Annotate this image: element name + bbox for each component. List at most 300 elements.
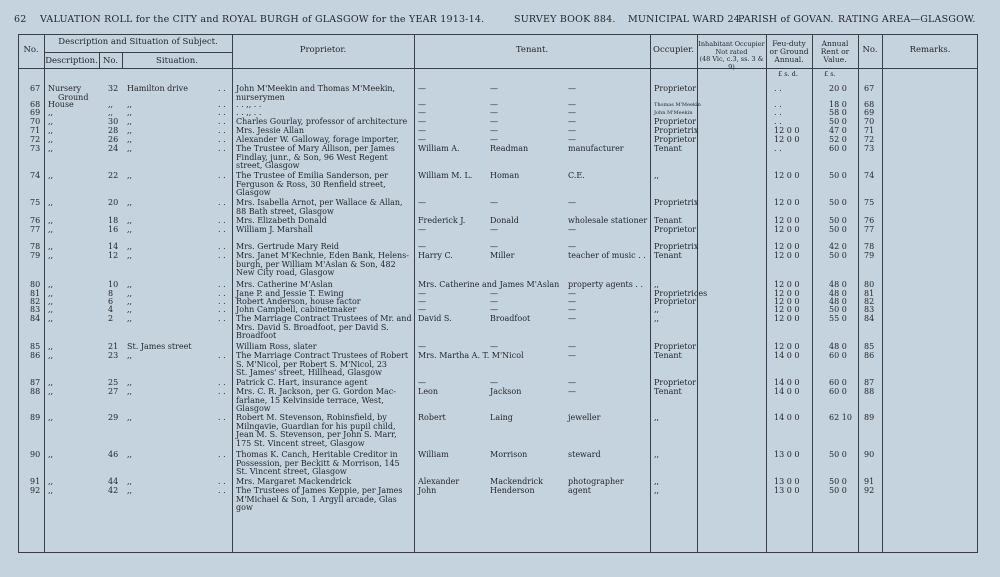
row-feu-duty: 12 0 0 [774, 135, 800, 144]
row-annual-rent: 48 0 [829, 280, 847, 289]
roll-title: VALUATION ROLL for the CITY and ROYAL BURGH of GLASGOW for the YEAR 1913-14. [40, 14, 485, 25]
row-description: Nursery [48, 84, 82, 93]
row-situation: ,, [127, 216, 133, 225]
row-occupier: Proprietor [654, 342, 697, 351]
row-feu-duty: 12 0 0 [774, 242, 800, 251]
municipal-ward: MUNICIPAL WARD 24. [628, 14, 744, 25]
row-occupier: Proprietrices [654, 289, 708, 298]
row-annual-rent: 50 0 [829, 450, 847, 459]
row-tenant-surname: — [490, 135, 498, 144]
row-tenant-surname: Homan [490, 171, 520, 180]
row-proprietor: Mrs. C. R. Jackson, per G. Gordon Mac- [236, 387, 396, 396]
row-dots: . . [218, 171, 226, 180]
row-proprietor: The Trustee of Mary Allison, per James [236, 144, 395, 153]
row-feu-duty: 14 0 0 [774, 413, 800, 422]
row-number: 22 [108, 171, 119, 180]
row-description: ,, [48, 126, 54, 135]
page-header [14, 14, 994, 30]
row-number: 21 [108, 342, 119, 351]
row-number: 26 [108, 135, 119, 144]
row-dots: . . [218, 305, 226, 314]
row-proprietor-continued: Glasgow [236, 188, 271, 198]
row-no: 85 [30, 342, 41, 351]
row-no-right: 73 [864, 144, 875, 153]
row-no: 75 [30, 198, 41, 207]
row-tenant-occupation: — [568, 84, 576, 93]
row-annual-rent: 47 0 [829, 126, 847, 135]
row-proprietor: Thomas K. Canch, Heritable Creditor in [236, 450, 398, 459]
row-annual-rent: 60 0 [829, 144, 847, 153]
row-no: 67 [30, 84, 41, 93]
col-divider [414, 34, 415, 553]
row-tenant-occupation: wholesale stationer [568, 216, 648, 225]
row-number: 44 [108, 477, 119, 486]
row-proprietor: John Campbell, cabinetmaker [236, 305, 357, 314]
row-tenant-occupation: property agents . . [568, 280, 643, 289]
row-tenant-occupation: — [568, 289, 576, 298]
row-dots: . . [218, 486, 226, 495]
row-occupier: Thomas M'Meekin [654, 102, 701, 108]
row-occupier: ,, [654, 305, 660, 314]
row-feu-duty: 12 0 0 [774, 198, 800, 207]
row-proprietor-continued: Possession, per Beckitt & Morrison, 145 [236, 458, 400, 468]
row-number: 16 [108, 225, 119, 234]
row-tenant-first: William A. [418, 144, 460, 153]
row-no-right: 87 [864, 378, 875, 387]
row-tenant-surname: — [490, 289, 498, 298]
row-occupier: Tenant [654, 251, 682, 260]
row-annual-rent: 62 10 [829, 413, 852, 422]
row-proprietor-continued: New City road, Glasgow [236, 268, 335, 278]
row-tenant-surname: Henderson [490, 486, 535, 495]
row-tenant-first: William M. L. [418, 171, 473, 180]
row-proprietor-continued: street, Glasgow [236, 161, 300, 171]
survey-book: SURVEY BOOK 884. [514, 14, 616, 25]
row-dots: . . [218, 108, 226, 117]
col-header-feu-duty [766, 40, 812, 64]
row-dots: . . [218, 413, 226, 422]
row-no-right: 86 [864, 351, 875, 360]
row-proprietor: Mrs. Margaret Mackendrick [236, 477, 352, 486]
row-proprietor-continued: Glasgow [236, 404, 271, 414]
row-no: 80 [30, 280, 41, 289]
row-tenant-occupation: — [568, 342, 576, 351]
row-tenant-first: — [418, 289, 426, 298]
col-divider [44, 34, 45, 553]
row-tenant-surname: — [490, 108, 498, 117]
row-no-right: 67 [864, 84, 875, 93]
row-feu-duty: 12 0 0 [774, 225, 800, 234]
row-number: 25 [108, 378, 119, 387]
row-description: ,, [48, 171, 54, 180]
header-rule [44, 52, 232, 53]
row-situation: Hamilton drive [127, 84, 188, 93]
row-tenant-occupation: — [568, 126, 576, 135]
row-situation: ,, [127, 225, 133, 234]
row-occupier: Tenant [654, 351, 682, 360]
row-no-right: 77 [864, 225, 875, 234]
row-tenant-occupation: — [568, 351, 576, 360]
row-tenant-surname: Readman [490, 144, 529, 153]
row-occupier: Proprietor [654, 378, 697, 387]
row-no: 68 [30, 100, 41, 109]
row-situation: ,, [127, 387, 133, 396]
row-proprietor: . . ,, . . [236, 108, 262, 117]
row-tenant-occupation: — [568, 225, 576, 234]
row-dots: . . [218, 135, 226, 144]
row-proprietor: The Marriage Contract Trustees of Robert [236, 351, 409, 360]
row-annual-rent: 60 0 [829, 378, 847, 387]
row-proprietor: Alexander W. Galloway, forage importer, [236, 135, 400, 144]
row-no: 74 [30, 171, 41, 180]
row-proprietor: Mrs. Elizabeth Donald [236, 216, 327, 225]
row-description: ,, [48, 477, 54, 486]
row-occupier: John M'Meekin [654, 110, 693, 116]
row-tenant-occupation: — [568, 305, 576, 314]
row-annual-rent: 50 0 [829, 486, 847, 495]
row-annual-rent: 52 0 [829, 135, 847, 144]
row-proprietor: Robert M. Stevenson, Robinsfield, by [236, 413, 387, 422]
row-no-right: 68 [864, 100, 875, 109]
row-no: 73 [30, 144, 41, 153]
row-tenant-surname: — [490, 126, 498, 135]
row-tenant-first: David S. [418, 314, 452, 323]
row-feu-duty: 13 0 0 [774, 486, 800, 495]
row-tenant-occupation: — [568, 108, 576, 117]
row-no-right: 81 [864, 289, 875, 298]
row-feu-duty: 14 0 0 [774, 387, 800, 396]
row-situation: ,, [127, 100, 133, 109]
row-proprietor: Robert Anderson, house factor [236, 297, 361, 306]
row-tenant-surname: — [490, 84, 498, 93]
row-proprietor: John M'Meekin and Thomas M'Meekin, [236, 84, 396, 93]
row-no: 69 [30, 108, 41, 117]
row-situation: ,, [127, 135, 133, 144]
row-tenant-occupation: C.E. [568, 171, 585, 180]
row-number: 18 [108, 216, 119, 225]
row-dots: . . [218, 280, 226, 289]
col-header-proprietor: Proprietor. [299, 45, 347, 55]
row-feu-duty: 13 0 0 [774, 450, 800, 459]
row-no-right: 79 [864, 251, 875, 260]
row-occupier: Proprietor [654, 225, 697, 234]
col-header-tenant: Tenant. [515, 45, 549, 55]
row-situation: St. James street [127, 342, 192, 351]
row-number: 23 [108, 351, 119, 360]
row-tenant-first: William [418, 450, 449, 459]
row-number: 14 [108, 242, 119, 251]
row-dots: . . [218, 289, 226, 298]
row-tenant-surname: — [490, 342, 498, 351]
row-dots: . . [218, 225, 226, 234]
row-occupier: Tenant [654, 216, 682, 225]
row-number: ,, [108, 100, 114, 109]
row-proprietor: The Trustee of Emilia Sanderson, per [236, 171, 389, 180]
row-tenant-first: Alexander [418, 477, 460, 486]
row-proprietor-continued: gow [236, 503, 253, 513]
row-annual-rent: 60 0 [829, 351, 847, 360]
row-proprietor-continued: Milngavie, Guardian for his pupil child, [236, 421, 396, 431]
row-situation: ,, [127, 144, 133, 153]
row-dots: . . [218, 126, 226, 135]
row-proprietor: Mrs. Catherine M'Aslan [236, 280, 333, 289]
row-description: ,, [48, 225, 54, 234]
row-dots: . . [218, 297, 226, 306]
row-feu-duty: 13 0 0 [774, 477, 800, 486]
row-number: ,, [108, 108, 114, 117]
row-feu-duty: 12 0 0 [774, 171, 800, 180]
row-situation: ,, [127, 297, 133, 306]
row-tenant-surname: — [490, 242, 498, 251]
row-no: 78 [30, 242, 41, 251]
row-tenant-occupation: agent [568, 486, 591, 495]
row-no-right: 91 [864, 477, 875, 486]
row-no: 79 [30, 251, 41, 260]
row-proprietor: William J. Marshall [236, 225, 313, 234]
row-tenant-occupation: teacher of music . . [568, 251, 646, 260]
row-no: 71 [30, 126, 41, 135]
row-feu-duty: 14 0 0 [774, 378, 800, 387]
row-tenant-occupation: photographer [568, 477, 624, 486]
row-tenant-surname: — [490, 117, 498, 126]
row-annual-rent: 50 0 [829, 216, 847, 225]
row-tenant-occupation: — [568, 297, 576, 306]
row-proprietor: Mrs. Janet M'Kechnie, Eden Bank, Helens- [236, 251, 409, 260]
row-tenant-occupation: — [568, 314, 576, 323]
row-number: 28 [108, 126, 119, 135]
col-divider [650, 34, 651, 553]
row-occupier: Tenant [654, 144, 682, 153]
row-feu-duty: 12 0 0 [774, 216, 800, 225]
row-number: 2 [108, 314, 114, 323]
inhabitant-line-1: Inhabitant Occupier [698, 40, 765, 48]
row-feu-duty: 12 0 0 [774, 305, 800, 314]
row-feu-duty: . . [774, 108, 782, 117]
row-annual-rent: 50 0 [829, 251, 847, 260]
rating-area: RATING AREA—GLASGOW. [838, 14, 976, 25]
col-header-no3: No. [862, 45, 878, 55]
row-number: 29 [108, 413, 119, 422]
row-tenant-surname: Broadfoot [490, 314, 531, 323]
row-proprietor-continued: farlane, 15 Kelvinside terrace, West, [236, 395, 384, 405]
row-tenant-first: — [418, 297, 426, 306]
row-situation: ,, [127, 305, 133, 314]
row-no-right: 69 [864, 108, 875, 117]
row-occupier: Tenant [654, 387, 682, 396]
row-description: ,, [48, 314, 54, 323]
row-tenant-first: — [418, 126, 426, 135]
row-tenant-first: — [418, 135, 426, 144]
row-no-right: 71 [864, 126, 875, 135]
col-header-description: Description. [45, 56, 98, 66]
row-tenant-surname: — [490, 305, 498, 314]
row-proprietor: Jane P. and Jessie T. Ewing [236, 289, 344, 298]
row-occupier: Proprietrix [654, 126, 699, 135]
row-tenant-first: Leon [418, 387, 439, 396]
row-proprietor: Mrs. Jessie Allan [236, 126, 305, 135]
row-tenant-surname: — [490, 198, 498, 207]
row-situation: ,, [127, 108, 133, 117]
row-dots: . . [218, 216, 226, 225]
row-feu-duty: 14 0 0 [774, 351, 800, 360]
col-divider [232, 34, 233, 553]
row-tenant-first: — [418, 378, 426, 387]
row-tenant-first: — [418, 305, 426, 314]
row-tenant-occupation: — [568, 378, 576, 387]
row-description: ,, [48, 144, 54, 153]
row-feu-duty: 12 0 0 [774, 314, 800, 323]
row-no-right: 84 [864, 314, 875, 323]
row-no: 87 [30, 378, 41, 387]
row-tenant-surname: Morrison [490, 450, 528, 459]
rent-line-2: Rent or [820, 47, 850, 56]
row-annual-rent: 50 0 [829, 305, 847, 314]
row-no-right: 88 [864, 387, 875, 396]
col-divider [858, 34, 859, 553]
row-description: ,, [48, 450, 54, 459]
row-description: ,, [48, 378, 54, 387]
row-number: 30 [108, 117, 119, 126]
rent-line-1: Annual [821, 39, 849, 48]
row-dots: . . [218, 477, 226, 486]
row-description: ,, [48, 251, 54, 260]
row-annual-rent: 48 0 [829, 289, 847, 298]
row-proprietor-continued: Mrs. David S. Broadfoot, per David S. [236, 322, 389, 332]
row-situation: ,, [127, 251, 133, 260]
row-annual-rent: 50 0 [829, 171, 847, 180]
row-tenant-surname: Laing [490, 413, 513, 422]
row-tenant-first: Mrs. Martha A. T. M'Nicol [418, 351, 524, 360]
row-tenant-surname: — [490, 225, 498, 234]
row-tenant-occupation: — [568, 135, 576, 144]
row-dots: . . [218, 351, 226, 360]
row-proprietor-continued: Broadfoot [236, 331, 277, 341]
col-divider [766, 34, 767, 553]
row-no-right: 82 [864, 297, 875, 306]
row-proprietor-continued: 175 St. Vincent street, Glasgow [236, 438, 365, 448]
row-situation: ,, [127, 314, 133, 323]
rent-units: £ s. [824, 70, 836, 78]
row-no: 86 [30, 351, 41, 360]
row-dots: . . [218, 242, 226, 251]
feu-line-1: Feu-duty [772, 39, 806, 48]
row-annual-rent: 48 0 [829, 297, 847, 306]
feu-units: £ s. d. [778, 70, 798, 78]
parish: PARISH of GOVAN. [738, 14, 834, 25]
row-dots: . . [218, 144, 226, 153]
row-occupier: ,, [654, 280, 660, 289]
row-no: 83 [30, 305, 41, 314]
row-no-right: 89 [864, 413, 875, 422]
row-description: ,, [48, 242, 54, 251]
row-no-right: 70 [864, 117, 875, 126]
row-description: ,, [48, 280, 54, 289]
row-situation: ,, [127, 378, 133, 387]
row-proprietor-continued: M'Michael & Son, 1 Argyll arcade, Glas [236, 494, 397, 504]
header-rule [18, 68, 978, 69]
row-description: ,, [48, 198, 54, 207]
row-tenant-first: Mrs. Catherine and James M'Aslan [418, 280, 560, 289]
row-situation: ,, [127, 126, 133, 135]
row-description: ,, [48, 305, 54, 314]
row-feu-duty: 12 0 0 [774, 280, 800, 289]
row-occupier: Proprietrix [654, 242, 699, 251]
row-description: ,, [48, 216, 54, 225]
row-no-right: 83 [864, 305, 875, 314]
row-no: 82 [30, 297, 41, 306]
row-situation: ,, [127, 477, 133, 486]
row-no: 89 [30, 413, 41, 422]
row-tenant-first: Frederick J. [418, 216, 466, 225]
row-situation: ,, [127, 351, 133, 360]
row-tenant-first: — [418, 84, 426, 93]
row-occupier: ,, [654, 314, 660, 323]
row-description: ,, [48, 413, 54, 422]
row-number: 46 [108, 450, 119, 459]
row-situation: ,, [127, 117, 133, 126]
feu-line-2: or Ground [769, 47, 809, 56]
row-number: 8 [108, 289, 114, 298]
inhabitant-line-3: (48 Vic, c.3, ss. 3 & 9) [699, 55, 764, 71]
row-proprietor: Patrick C. Hart, insurance agent [236, 378, 368, 387]
row-no-right: 74 [864, 171, 875, 180]
row-number: 32 [108, 84, 119, 93]
row-dots: . . [218, 450, 226, 459]
row-situation: ,, [127, 171, 133, 180]
row-tenant-occupation: — [568, 117, 576, 126]
row-tenant-first: John [418, 486, 437, 495]
row-dots: . . [218, 251, 226, 260]
row-no: 92 [30, 486, 41, 495]
row-no: 76 [30, 216, 41, 225]
row-tenant-occupation: jeweller [568, 413, 601, 422]
row-occupier: Proprietor [654, 117, 697, 126]
row-tenant-surname: Jackson [490, 387, 522, 396]
row-feu-duty: . . [774, 117, 782, 126]
row-dots: . . [218, 314, 226, 323]
row-annual-rent: 18 0 [829, 100, 847, 109]
row-tenant-surname: — [490, 378, 498, 387]
col-divider [812, 34, 813, 553]
inhabitant-line-2: Not rated [715, 47, 748, 56]
row-dots: . . [218, 198, 226, 207]
row-occupier: Proprietor [654, 84, 697, 93]
row-proprietor-continued: Jean M. S. Stevenson, per John S. Marr, [236, 430, 397, 440]
col-header-no: No. [23, 45, 39, 55]
row-annual-rent: 20 0 [829, 84, 847, 93]
row-description: ,, [48, 342, 54, 351]
row-feu-duty: . . [774, 84, 782, 93]
row-tenant-occupation: steward [568, 450, 601, 459]
row-proprietor: William Ross, slater [236, 342, 317, 351]
row-no: 72 [30, 135, 41, 144]
row-no-right: 75 [864, 198, 875, 207]
row-occupier: ,, [654, 450, 660, 459]
row-proprietor-continued: St. Vincent street, Glasgow [236, 467, 347, 477]
row-dots: . . [218, 378, 226, 387]
row-feu-duty: 12 0 0 [774, 126, 800, 135]
rent-line-3: Value. [823, 55, 847, 64]
row-number: 42 [108, 486, 119, 495]
row-dots: . . [218, 387, 226, 396]
row-situation: ,, [127, 486, 133, 495]
row-number: 4 [108, 305, 114, 314]
row-tenant-first: — [418, 198, 426, 207]
row-dots: . . [218, 117, 226, 126]
row-tenant-first: Harry C. [418, 251, 453, 260]
row-no-right: 72 [864, 135, 875, 144]
row-description: ,, [48, 297, 54, 306]
